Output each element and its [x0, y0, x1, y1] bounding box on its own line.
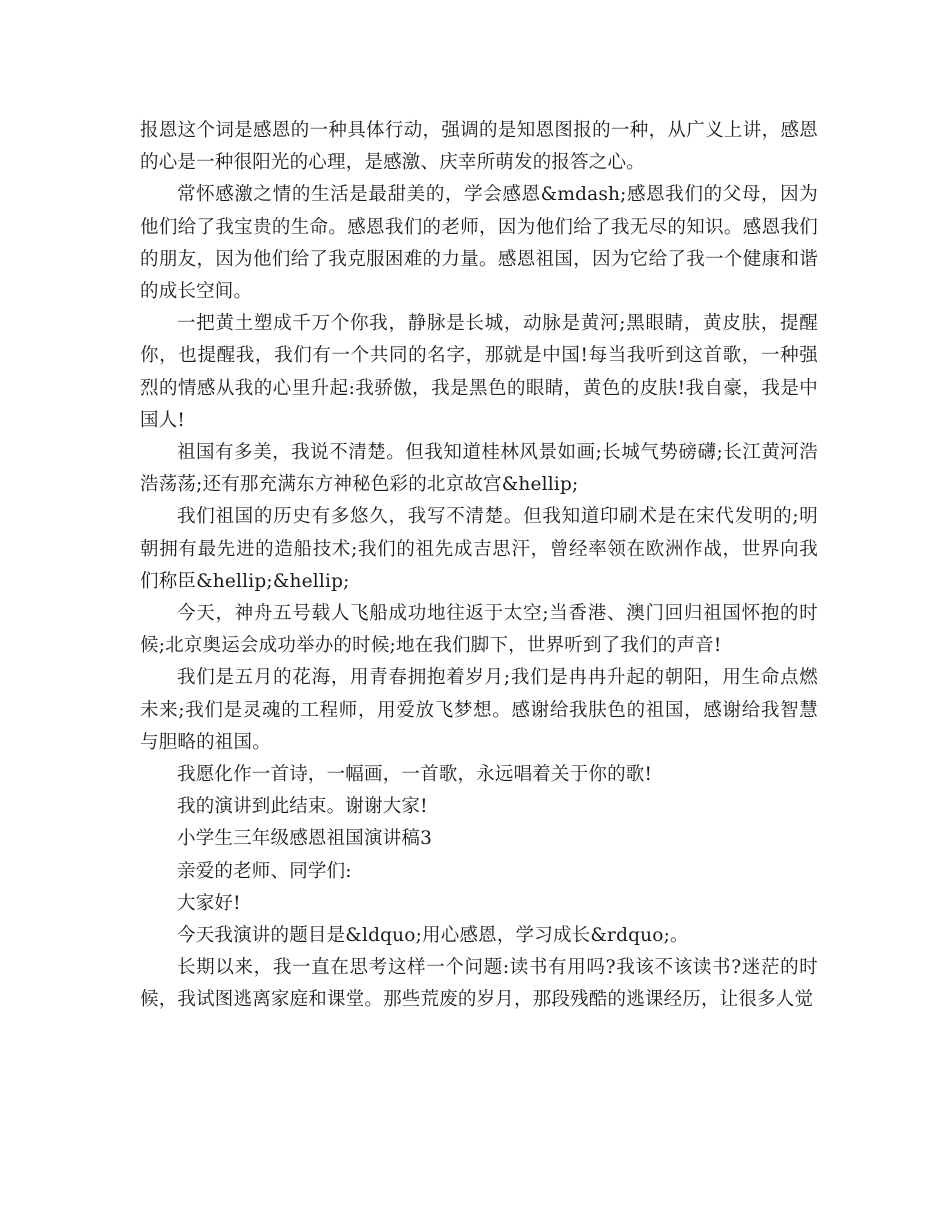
paragraph-7: 我们是五月的花海，用青春拥抱着岁月;我们是冉冉升起的朝阳，用生命点燃未来;我们是灵魂的工程师，用爱放飞梦想。感谢给我肤色的祖国，感谢给我智慧与胆略的祖国。 [140, 667, 818, 753]
section-heading: 小学生三年级感恩祖国演讲稿3 [177, 828, 433, 850]
paragraph-3: 一把黄土塑成千万个你我，静脉是长城，动脉是黄河;黑眼睛，黄皮肤，提醒你，也提醒我，我们有一个共同的名字，那就是中国!每当我听到这首歌，一种强烈的情感从我的心里升起:我骄傲，我是黑色的眼睛，黄色的皮肤!我自豪，我是中国人! [140, 313, 818, 431]
paragraph-6: 今天，神舟五号载人飞船成功地往返于太空;当香港、澳门回归祖国怀抱的时候;北京奥运会成功举办的时候;地在我们脚下，世界听到了我们的声音! [140, 603, 818, 657]
paragraph-4: 祖国有多美，我说不清楚。但我知道桂林风景如画;长城气势磅礴;长江黄河浩浩荡荡;还有那充满东方神秘色彩的北京故宫&hellip; [140, 442, 818, 496]
greeting: 大家好! [177, 892, 241, 914]
speech-topic: 今天我演讲的题目是&ldquo;用心感恩，学习成长&rdquo;。 [177, 925, 689, 947]
paragraph-9: 我的演讲到此结束。谢谢大家! [177, 796, 428, 818]
paragraph-5: 我们祖国的历史有多悠久，我写不清楚。但我知道印刷术是在宋代发明的;明朝拥有最先进的造船技术;我们的祖先成吉思汗，曾经率领在欧洲作战，世界向我们称臣&hellip;&hellip; [140, 506, 818, 592]
paragraph-14: 长期以来，我一直在思考这样一个问题:读书有用吗?我该不该读书?迷茫的时候，我试图逃离家庭和课堂。那些荒废的岁月，那段残酷的逃课经历，让很多人觉 [140, 957, 818, 1011]
paragraph-8: 我愿化作一首诗，一幅画，一首歌，永远唱着关于你的歌! [177, 764, 653, 786]
document-body [140, 115, 818, 1017]
paragraph-2: 常怀感激之情的生活是最甜美的，学会感恩&mdash;感恩我们的父母，因为他们给了我宝贵的生命。感恩我们的老师，因为他们给了我无尽的知识。感恩我们的朋友，因为他们给了我克服困难的力量。感恩祖国，因为它给了我一个健康和谐的成长空间。 [140, 184, 818, 303]
salutation: 亲爱的老师、同学们: [177, 860, 352, 882]
paragraph-1: 报恩这个词是感恩的一种具体行动，强调的是知恩图报的一种，从广义上讲，感恩的心是一种很阳光的心理，是感激、庆幸所萌发的报答之心。 [140, 120, 818, 174]
